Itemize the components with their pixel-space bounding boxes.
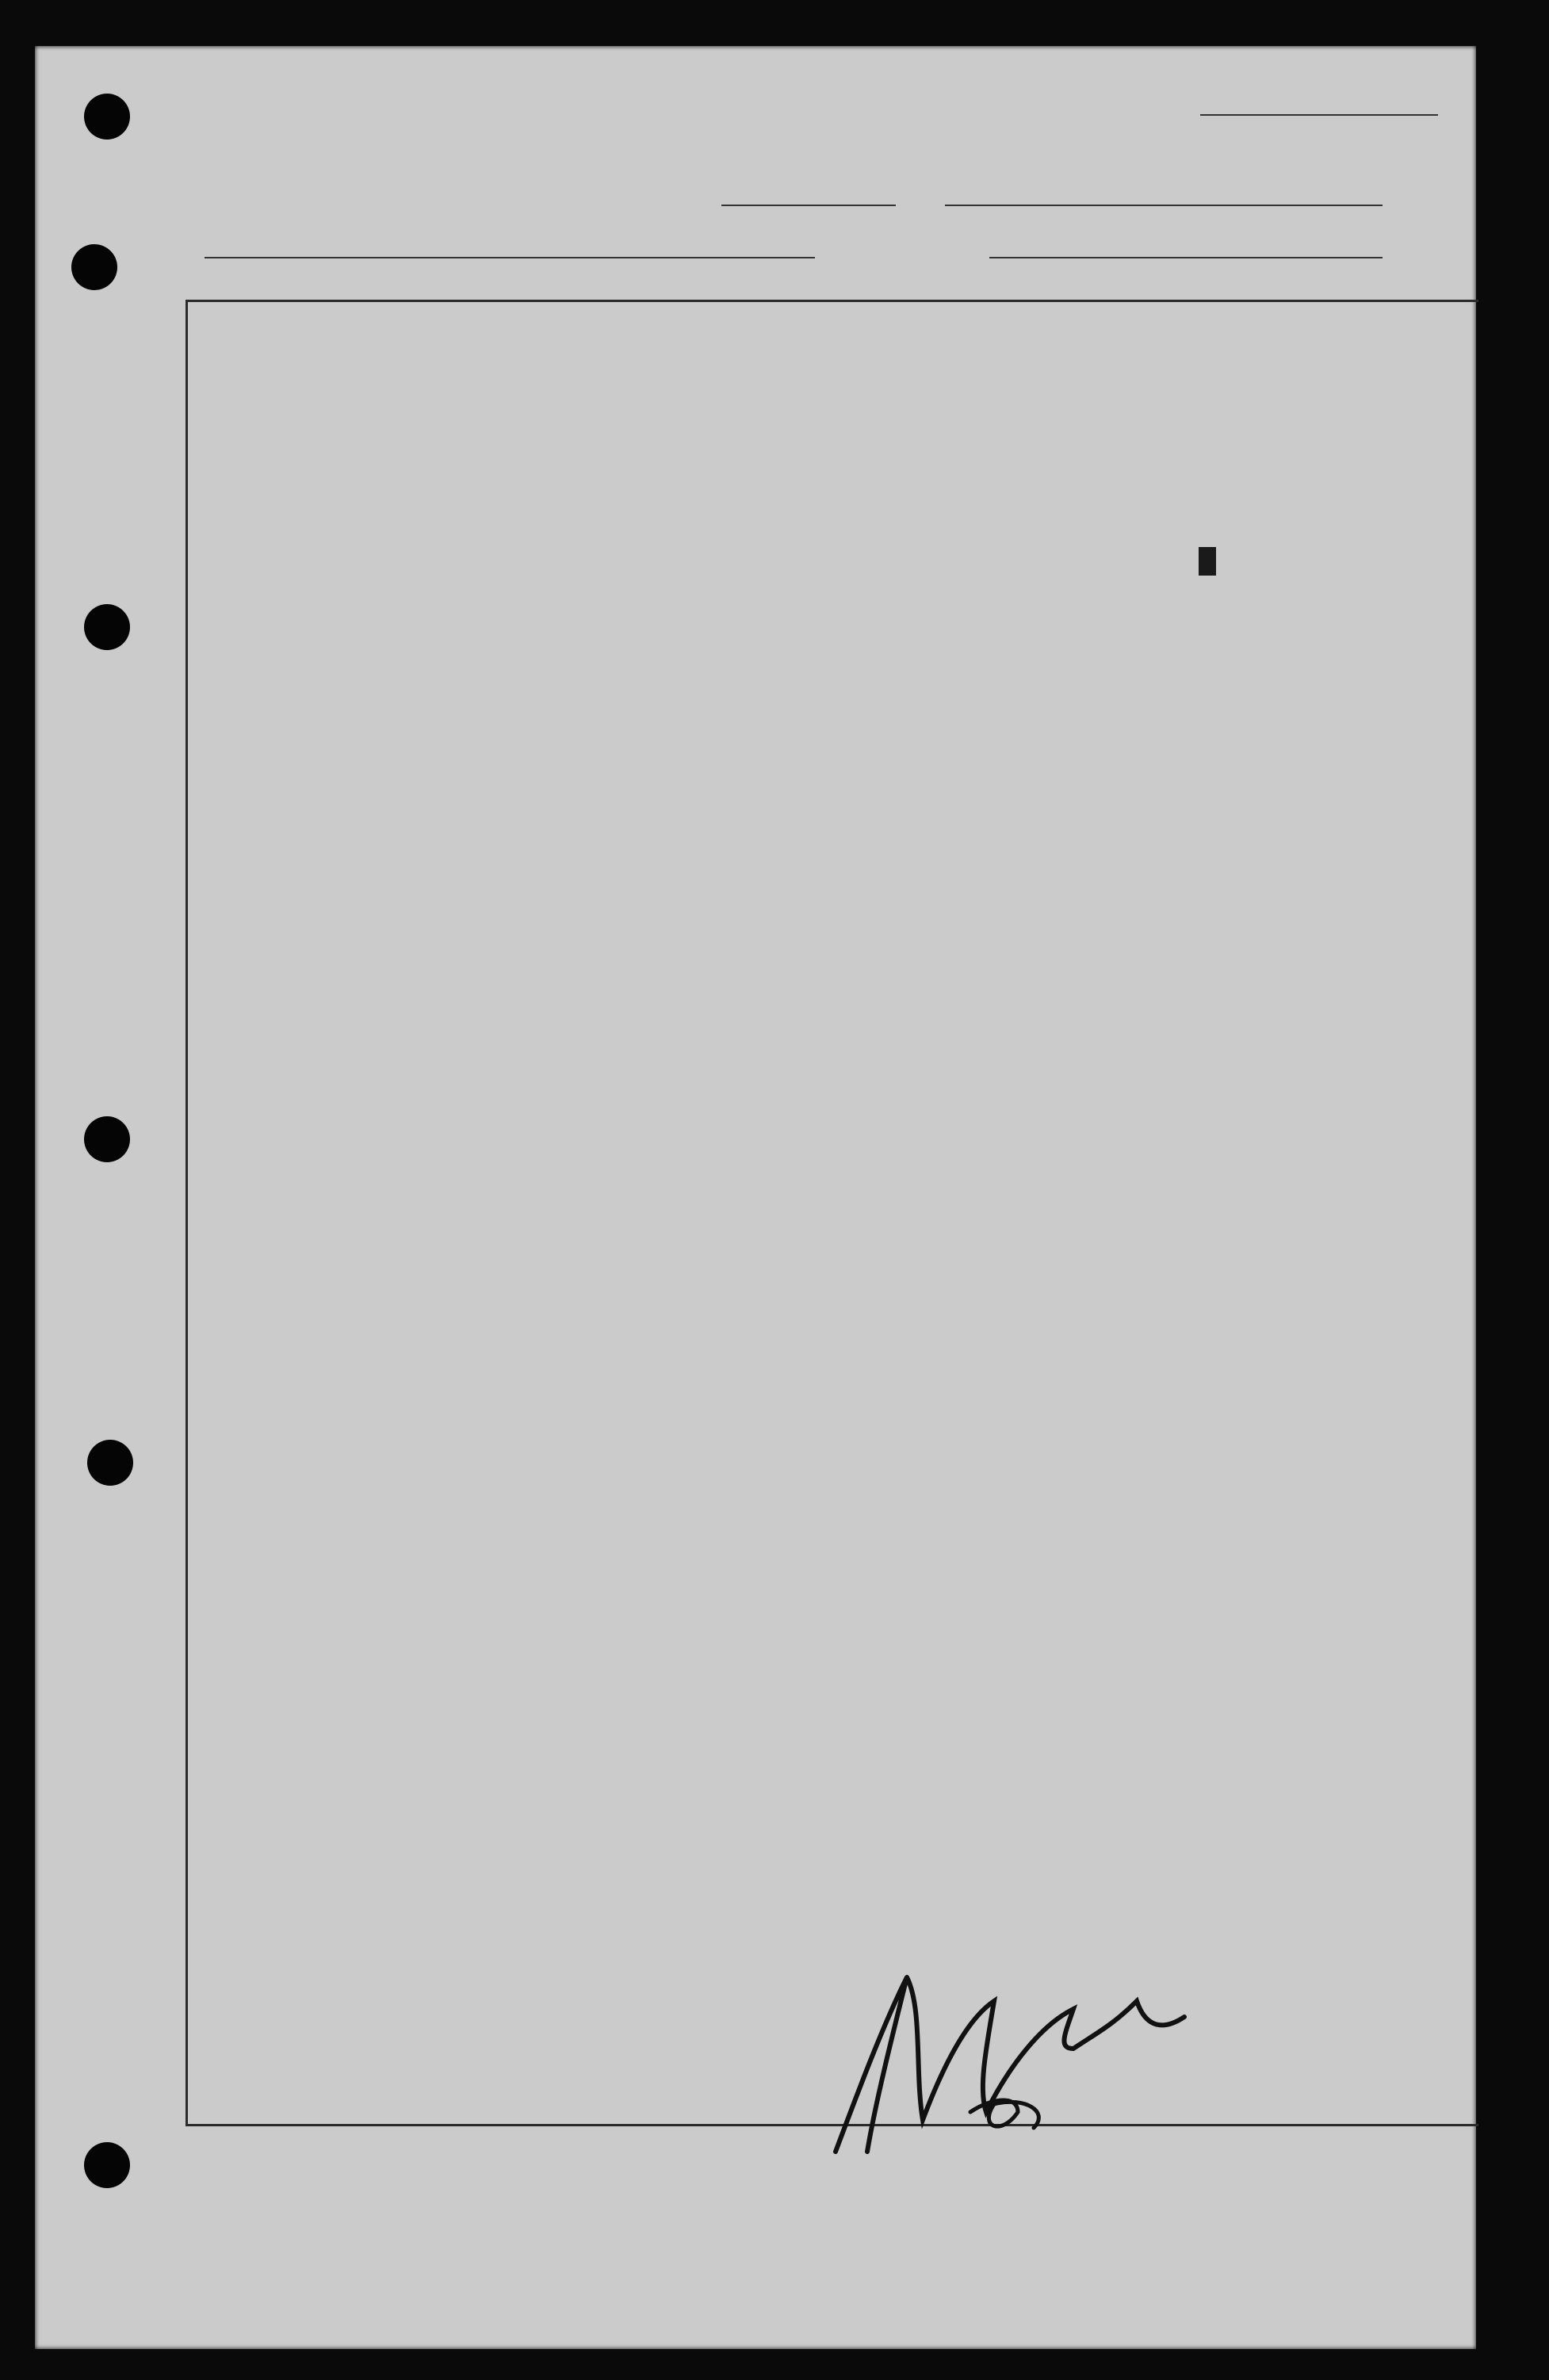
binder-hole <box>84 94 130 140</box>
manifest-page <box>35 46 1476 2349</box>
binder-hole <box>84 2142 130 2188</box>
binder-hole <box>84 1116 130 1162</box>
passenger-table <box>185 300 1478 2126</box>
officer-signature <box>788 1914 1216 2168</box>
binder-hole <box>84 604 130 650</box>
binder-hole <box>87 1440 133 1486</box>
binder-hole <box>71 244 117 290</box>
officer-stamp-mark <box>1199 547 1216 576</box>
